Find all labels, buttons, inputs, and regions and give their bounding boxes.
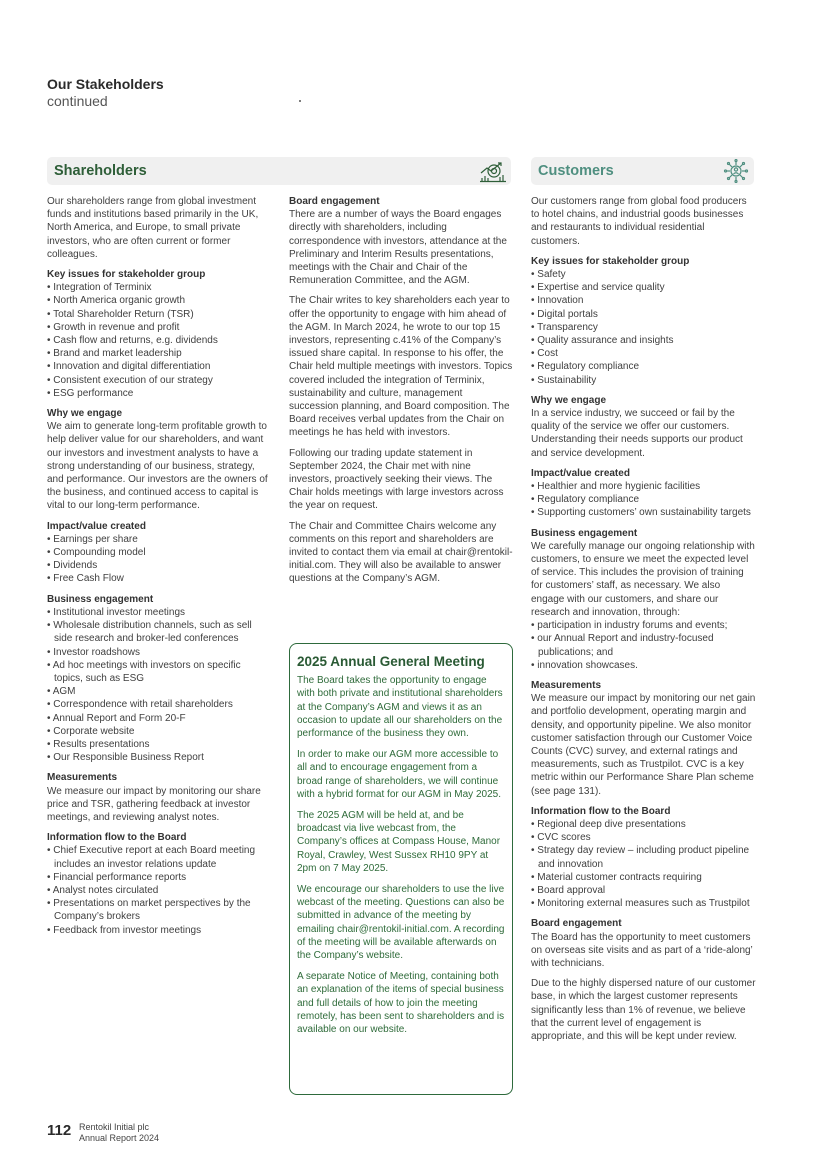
- section-heading: Why we engage: [531, 394, 607, 406]
- info-flow-list: [47, 844, 272, 936]
- list-item: • Board approval: [531, 884, 756, 897]
- shareholders-intro: Our shareholders range from global investment funds and institutions based primarily in the UK, North America, and Europe, to small private investors, who are often current or former colleagues.: [47, 196, 259, 260]
- list-item: • Annual Report and Form 20-F: [47, 712, 272, 725]
- section-heading: Key issues for stakeholder group: [531, 255, 690, 267]
- list-item: • Innovation and digital differentiation: [47, 360, 272, 373]
- list-item: • ESG performance: [47, 387, 272, 400]
- list-item: • Regional deep dive presentations: [531, 818, 756, 831]
- list-item: • Growth in revenue and profit: [47, 321, 272, 334]
- report-name: Annual Report 2024: [79, 1133, 160, 1143]
- list-item: • Feedback from investor meetings: [47, 924, 272, 937]
- list-item: • Sustainability: [531, 374, 756, 387]
- why-engage-text: We aim to generate long-term profitable growth to help deliver value for our shareholders, and want our investors and investment analysts to have a strong understanding of our business, strategy, and performance. Our investors are the owners of the business, and continued access to capital is vital to our long-term performance.: [47, 421, 268, 512]
- list-item: • Corporate website: [47, 725, 272, 738]
- section-heading: Business engagement: [47, 593, 154, 605]
- section-heading: Key issues for stakeholder group: [47, 269, 206, 281]
- engagement-text: We carefully manage our ongoing relationship with customers, to ensure we meet the expected level of service. This includes the provision of training for customers’ staff, as necessary. We also engage with our customers, and share our research and innovation, through:: [531, 540, 755, 618]
- section-heading: Why we engage: [47, 408, 123, 420]
- list-item: • Material customer contracts requiring: [531, 871, 756, 884]
- list-item: • Earnings per share: [47, 533, 272, 546]
- list-item: • Analyst notes circulated: [47, 884, 272, 897]
- board-paragraph: The Chair writes to key shareholders each year to offer the opportunity to engage with him ahead of the AGM. In March 2024, he wrote to our top 15 investors, representing c.41% of the Company’s issued share capital. In response to his offer, the Chair held multiple meetings with investors. Topics covered included the integration of Terminix, sustainability and culture, management succession planning, and Board composition. The Board receives verbal updates from the Chair on meetings he has held with investors.: [289, 295, 513, 439]
- list-item: • Monitoring external measures such as Trustpilot: [531, 897, 756, 910]
- list-item: • Cost: [531, 347, 756, 360]
- section-heading: Impact/value created: [47, 520, 146, 532]
- list-item: • innovation showcases.: [531, 659, 756, 672]
- list-item: • Financial performance reports: [47, 871, 272, 884]
- list-item: • Results presentations: [47, 738, 272, 751]
- customers-banner: [531, 157, 754, 185]
- section-heading: Business engagement: [531, 527, 638, 539]
- list-item: • Dividends: [47, 559, 272, 572]
- engagement-list: [47, 606, 272, 764]
- list-item: • Digital portals: [531, 308, 756, 321]
- list-item: • AGM: [47, 685, 272, 698]
- engagement-list: [531, 619, 756, 672]
- list-item: • Investor roadshows: [47, 646, 272, 659]
- customer-network-icon: [722, 159, 750, 183]
- list-item: • Compounding model: [47, 546, 272, 559]
- list-item: • Chief Executive report at each Board meeting includes an investor relations update: [47, 844, 272, 870]
- customers-heading: Customers: [538, 163, 614, 179]
- section-heading: Impact/value created: [531, 467, 630, 479]
- list-item: • North America organic growth: [47, 294, 272, 307]
- board-paragraph: Due to the highly dispersed nature of our customer base, in which the largest customer represents significantly less than 1% of revenue, we believe that the current level of engagement is appropriate, and this will be kept under review.: [531, 978, 756, 1042]
- list-item: • Healthier and more hygienic facilities: [531, 480, 756, 493]
- agm-box: [289, 643, 513, 1095]
- section-heading: Measurements: [531, 679, 602, 691]
- impact-list: [531, 480, 756, 520]
- list-item: • Integration of Terminix: [47, 281, 272, 294]
- list-item: • Brand and market leadership: [47, 347, 272, 360]
- list-item: • Innovation: [531, 294, 756, 307]
- page-subtitle: continued: [47, 93, 108, 109]
- customers-intro: Our customers range from global food producers to hotel chains, and industrial goods businesses and restaurants to individual residential customers.: [531, 196, 747, 247]
- list-item: • Regulatory compliance: [531, 360, 756, 373]
- shareholders-heading: Shareholders: [54, 163, 147, 179]
- shareholders-column-2: [289, 195, 514, 593]
- list-item: • participation in industry forums and events;: [531, 619, 756, 632]
- agm-title: 2025 Annual General Meeting: [297, 654, 485, 669]
- shareholders-column-1: [47, 195, 272, 944]
- list-item: • Cash flow and returns, e.g. dividends: [47, 334, 272, 347]
- key-issues-list: [531, 268, 756, 387]
- agm-paragraph: In order to make our AGM more accessible to all and to encourage engagement from a broad range of shareholders, we will continue with a hybrid format for our AGM in May 2025.: [297, 749, 501, 800]
- board-paragraph: There are a number of ways the Board engages directly with shareholders, including correspondence with investors, attendance at the Preliminary and Interim Results presentations, meetings with the Chair and Chair of the Remuneration Committee, and the AGM.: [289, 209, 507, 287]
- measurements-text: We measure our impact by monitoring our share price and TSR, gathering feedback at investor meetings, and reviewing analyst notes.: [47, 785, 261, 823]
- list-item: • CVC scores: [531, 831, 756, 844]
- section-heading: Board engagement: [531, 918, 622, 930]
- section-heading: Measurements: [47, 772, 118, 784]
- board-paragraph: The Chair and Committee Chairs welcome any comments on this report and shareholders are invited to contact them via email at chair@rentokil-initial.com. They will also be available to answer questions at the Company’s AGM.: [289, 520, 513, 585]
- impact-list: [47, 533, 272, 586]
- list-item: • Total Shareholder Return (TSR): [47, 308, 272, 321]
- agm-paragraph: We encourage our shareholders to use the live webcast of the meeting. Questions can also be submitted in advance of the meeting by emailing chair@rentokil-initial.com. A recording of the meeting will be available afterwards on the Company’s website.: [297, 884, 505, 962]
- measurements-text: We measure our impact by monitoring our net gain and portfolio development, operating margin and density, and opportunity pipeline. We also monitor customer satisfaction through our Customer Voice Counts (CVC) survey, and external ratings and measurements, such as Trustpilot. CVC is a key metric within our Performance Share Plan scheme (see page 131).: [531, 693, 756, 797]
- list-item: • Correspondence with retail shareholders: [47, 698, 272, 711]
- footer-company: [79, 1122, 159, 1144]
- page-number: 112: [47, 1122, 72, 1139]
- list-item: • Supporting customers’ own sustainability targets: [531, 506, 756, 519]
- why-engage-text: In a service industry, we succeed or fail by the quality of the service we offer our customers. Understanding their needs supports our product and service development.: [531, 408, 743, 459]
- list-item: • Transparency: [531, 321, 756, 334]
- list-item: • Regulatory compliance: [531, 493, 756, 506]
- page-title: Our Stakeholders: [47, 76, 164, 92]
- section-heading: Board engagement: [289, 196, 380, 207]
- section-heading: Information flow to the Board: [531, 805, 671, 817]
- list-item: • Institutional investor meetings: [47, 606, 272, 619]
- agm-paragraph: The Board takes the opportunity to engage with both private and institutional shareholders at the Company’s AGM and views it as an occasion to update all our shareholders on the performance of the business they own.: [297, 675, 503, 740]
- dot-mark: [299, 100, 301, 102]
- board-paragraph: The Board has the opportunity to meet customers on overseas site visits and as part of a ‘ride-along’ with technicians.: [531, 931, 753, 969]
- list-item: • Strategy day review – including product pipeline and innovation: [531, 844, 756, 870]
- company-name: Rentokil Initial plc: [79, 1122, 150, 1132]
- list-item: • Expertise and service quality: [531, 281, 756, 294]
- key-issues-list: [47, 281, 272, 400]
- list-item: • Ad hoc meetings with investors on specific topics, such as ESG: [47, 659, 272, 685]
- list-item: • Safety: [531, 268, 756, 281]
- info-flow-list: [531, 818, 756, 910]
- list-item: • our Annual Report and industry-focused publications; and: [531, 632, 756, 658]
- agm-paragraph: A separate Notice of Meeting, containing both an explanation of the items of special business and full details of how to join the meeting remotely, has been sent to shareholders and is available on our website.: [297, 971, 505, 1036]
- list-item: • Free Cash Flow: [47, 572, 272, 585]
- list-item: • Quality assurance and insights: [531, 334, 756, 347]
- section-heading: Information flow to the Board: [47, 832, 187, 844]
- list-item: • Consistent execution of our strategy: [47, 374, 272, 387]
- list-item: • Our Responsible Business Report: [47, 751, 272, 764]
- shareholders-banner: [47, 157, 511, 185]
- customers-column: [531, 195, 756, 1050]
- list-item: • Wholesale distribution channels, such as sell side research and broker-led conferences: [47, 619, 272, 645]
- growth-chart-icon: [479, 159, 507, 183]
- agm-paragraph: The 2025 AGM will be held at, and be broadcast via live webcast from, the Company’s offices at Compass House, Manor Royal, Crawley, West Sussex RH10 9PY at 2pm on 7 May 2025.: [297, 810, 501, 874]
- board-paragraph: Following our trading update statement in September 2024, the Chair met with nine investors, proactively seeking their views. The Chair holds meetings with large investors across the year on request.: [289, 447, 504, 512]
- list-item: • Presentations on market perspectives by the Company’s brokers: [47, 897, 272, 923]
